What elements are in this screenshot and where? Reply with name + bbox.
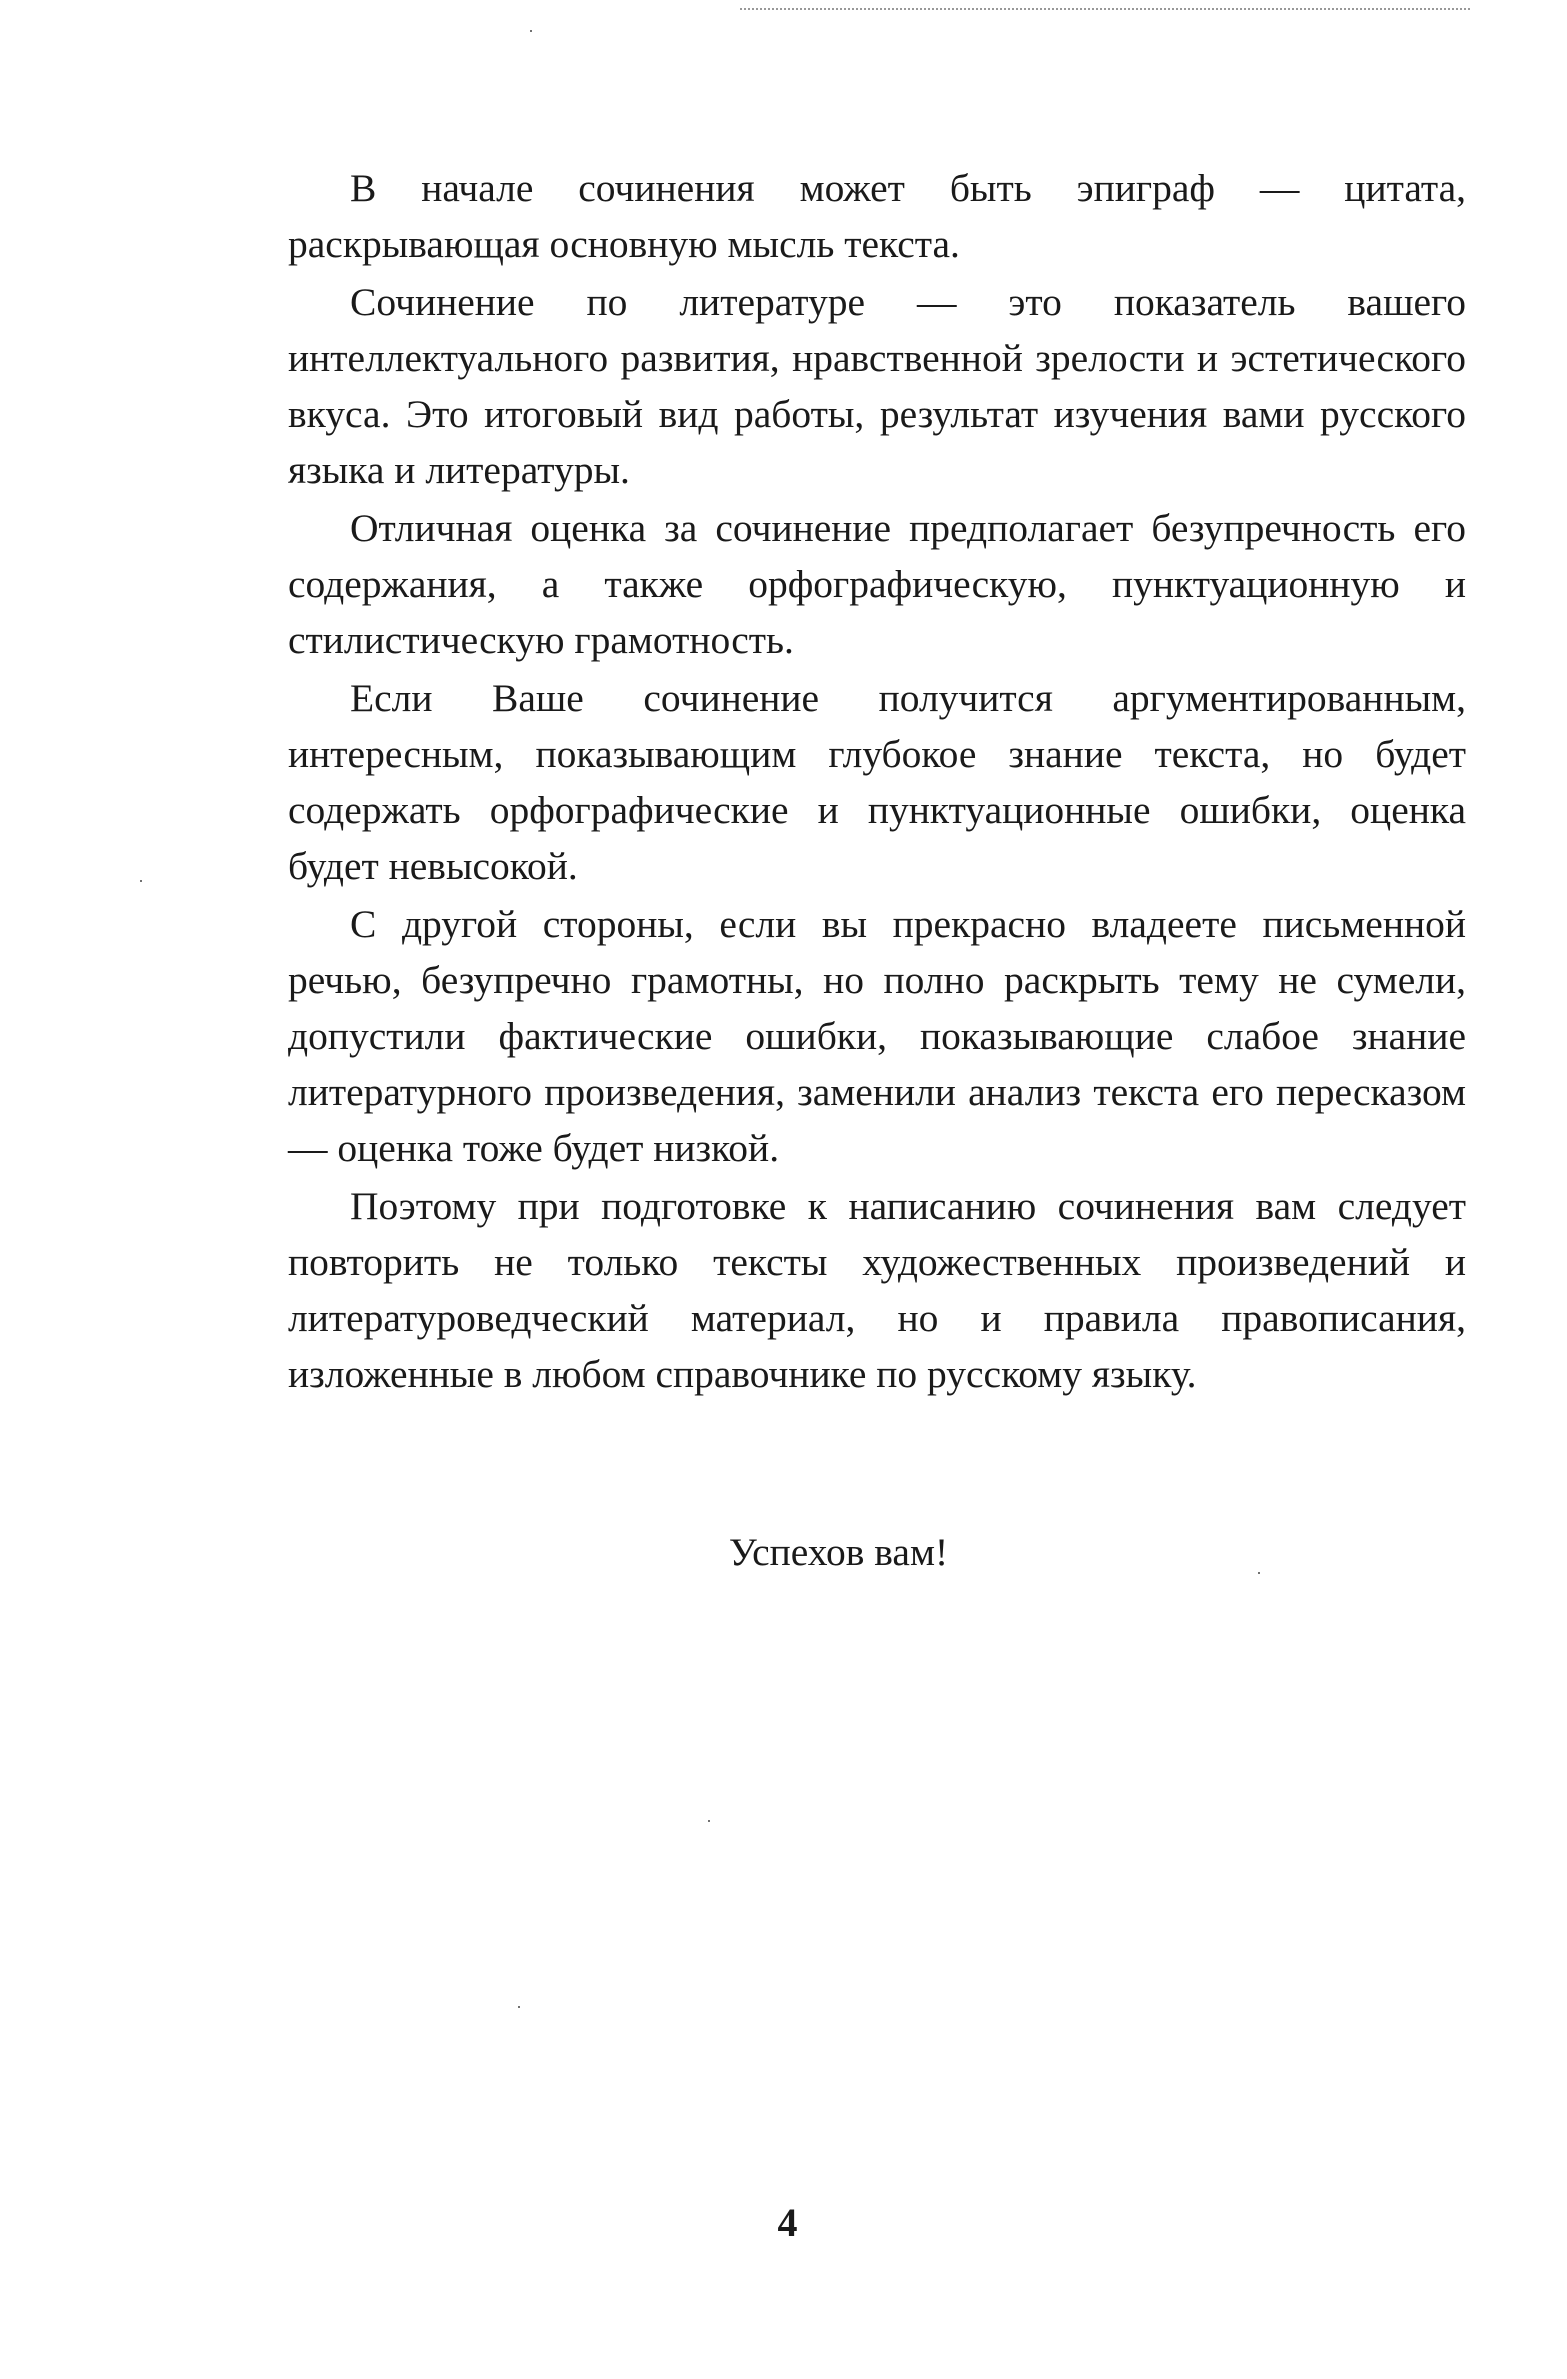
paragraph-literature-essay: Сочинение по литературе — это показатель вашего интеллектуального развития, нравственной зрелости и эстетического вкуса. Это итоговый вид работы, результат изучения вами русского языка и литературы. — [288, 280, 1466, 492]
scan-speck — [708, 1820, 710, 1822]
paragraph-other-side: С другой стороны, если вы прекрасно владеете письменной речью, безупречно грамотны, но полно раскрыть тему не сумели, допустили фактические ошибки, показывающие слабое знание литературного произведения, заменили анализ текста его пересказом — оценка тоже будет низкой. — [288, 902, 1466, 1170]
paragraph-epigraph: В начале сочинения может быть эпиграф — цитата, раскрывающая основную мысль текста. — [288, 166, 1466, 266]
paragraph-preparation: Поэтому при подготовке к написанию сочинения вам следует повторить не только тексты художественных произведений и литературоведческий материал, но и правила правописания, изложенные в любом справочнике по русскому языку. — [288, 1184, 1466, 1396]
paragraph-errors-lower-grade: Если Ваше сочинение получится аргументированным, интересным, показывающим глубокое знание текста, но будет содержать орфографические и пунктуационные ошибки, оценка будет невысокой. — [288, 676, 1466, 888]
scan-speck — [518, 2006, 520, 2008]
scan-speck — [140, 880, 142, 882]
scan-speck — [1258, 1572, 1260, 1574]
top-scan-artifact-rule — [740, 8, 1470, 12]
closing-line: Успехов вам! — [728, 1530, 949, 1574]
body-text — [288, 160, 1466, 1404]
paragraph-excellent-grade: Отличная оценка за сочинение предполагает безупречность его содержания, а также орфографическую, пунктуационную и стилистическую грамотность. — [288, 506, 1466, 662]
page-number: 4 — [777, 2200, 798, 2245]
scan-speck — [530, 30, 532, 32]
